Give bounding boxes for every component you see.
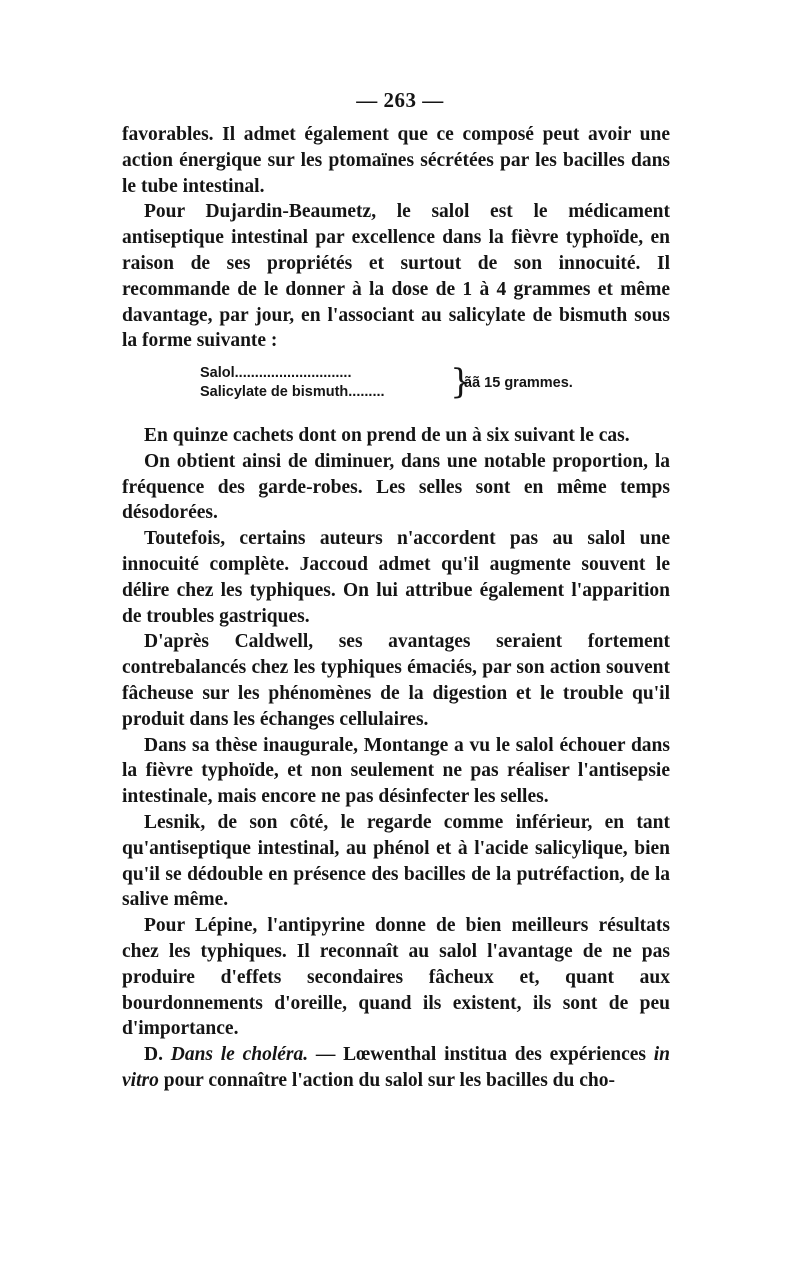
paragraph-caldwell: D'après Caldwell, ses avantages seraient fortement contrebalancés chez les typhiques émaciés, par son action souvent fâcheuse sur les phénomènes de la digestion et le trouble qu'il produit dans les échanges cellulaires. — [122, 631, 670, 730]
section-label: D. — [144, 1044, 163, 1066]
formula-dose: ãã 15 grammes. — [464, 375, 573, 391]
paragraph-diminuer: On obtient ainsi de diminuer, dans une notable proportion, la fréquence des garde-robes. Les selles sont en même temps désodorées. — [122, 450, 670, 524]
text-block-bottom — [122, 423, 670, 1094]
paragraph-lepine: Pour Lépine, l'antipyrine donne de bien meilleurs résultats chez les typhiques. Il reconnaît au salol l'avantage de ne pas produire d'effets secondaires fâcheux et, quant aux bourdonnements d'oreille, quand ils existent, ils sont de peu d'importance. — [122, 915, 670, 1040]
page-number: — 263 — — [356, 88, 444, 112]
paragraph-dujardin-beaumetz: Pour Dujardin-Beaumetz, le salol est le médicament antiseptique intestinal par excellence dans la fièvre typhoïde, en raison de ses propriétés et surtout de son innocuité. Il recommande de le donner à la dose de 1 à 4 grammes et même davantage, par jour, en l'associant au salicylate de bismuth sous la forme suivante : — [122, 201, 670, 352]
formula-ingredient-salol: Salol............................. — [200, 365, 352, 381]
formula-brace: } — [450, 362, 472, 402]
paragraph-continuation: favorables. Il admet également que ce composé peut avoir une action énergique sur les ptomaïnes sécrétées par les bacilles dans le tube intestinal. — [122, 124, 670, 197]
prescription-formula — [200, 362, 620, 406]
section-heading: Dans le choléra. — [170, 1044, 309, 1066]
paragraph-cholera — [122, 1042, 670, 1094]
formula-ingredient-bismuth: Salicylate de bismuth......... — [200, 384, 385, 400]
paragraph-cachets: En quinze cachets dont on prend de un à six suivant le cas. — [144, 425, 630, 446]
in-vitro-text: in vitro — [122, 1044, 670, 1091]
paragraph-lesnik: Lesnik, de son côté, le regarde comme inférieur, en tant qu'antiseptique intestinal, au phénol et à l'acide salicylique, bien qu'il se dédouble en présence des bacilles de la putréfaction, de la salive même. — [122, 811, 670, 911]
paragraph-toutefois: Toutefois, certains auteurs n'accordent pas au salol une innocuité complète. Jaccoud admet qu'il augmente souvent le délire chez les typhiques. On lui attribue également l'apparition de troubles gastriques. — [122, 528, 670, 627]
cholera-text-continued: pour connaître l'action du salol sur les bacilles du cho- — [163, 1069, 615, 1091]
text-block-top — [122, 122, 670, 354]
cholera-text: Lœwenthal institua des expériences — [343, 1044, 646, 1066]
section-dash: — — [315, 1044, 336, 1066]
paragraph-montange: Dans sa thèse inaugurale, Montange a vu le salol échouer dans la fièvre typhoïde, et non seulement ne pas réaliser l'antisepsie intestinale, mais encore ne pas désinfecter les selles. — [122, 734, 670, 808]
